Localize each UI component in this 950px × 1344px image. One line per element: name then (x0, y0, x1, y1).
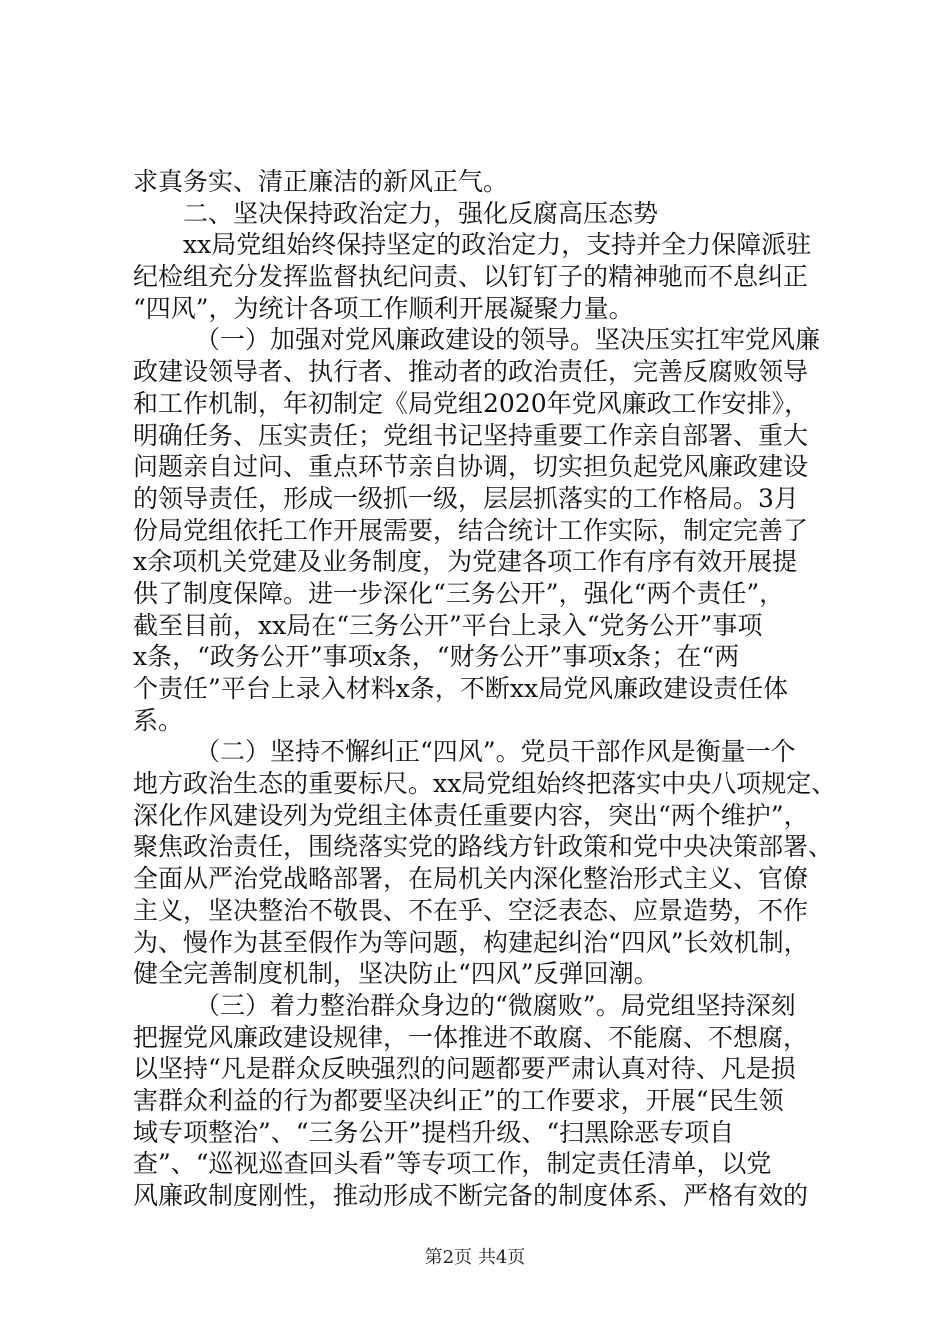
text-line: 纪检组充分发挥监督执纪问责、以钉钉子的精神驰而不息纠正 (133, 262, 809, 292)
text-line: 主义，坚决整治不敬畏、不在乎、空泛表态、应景造势，不作 (133, 895, 809, 925)
text-line: 和工作机制，年初制定《局党组2020年党风廉政工作安排》， (133, 388, 810, 418)
subsection-heading: （一）加强对党风廉政建设的领导。坚决压实扛牢党风廉 (195, 325, 821, 355)
subsection-heading: （三）着力整治群众身边的“微腐败”。局党组坚持深刻 (195, 990, 796, 1020)
text-line: “四风”，为统计各项工作顺利开展凝聚力量。 (133, 293, 634, 323)
text-line: 健全完善制度机制，坚决防止“四风”反弹回潮。 (133, 959, 659, 989)
text-line: 的领导责任，形成一级抓一级，层层抓落实的工作格局。3月 (133, 483, 799, 513)
text-line: 地方政治生态的重要标尺。xx局党组始终把落实中央八项规定、 (133, 769, 837, 799)
section-heading: 二、坚决保持政治定力，强化反腐高压态势 (183, 198, 659, 228)
text-line: 供了制度保障。进一步深化“三务公开”，强化“两个责任”， (133, 578, 785, 608)
text-line: 求真务实、清正廉洁的新风正气。 (133, 167, 509, 196)
text-line: 查”、“巡视巡查回头看”等专项工作，制定责任清单，以党 (133, 1149, 772, 1179)
text-line: 聚焦政治责任，围绕落实党的路线方针政策和党中央决策部署、 (133, 832, 834, 862)
page-number-label: 第2页 共4页 (424, 1247, 526, 1268)
text-line: 风廉政制度刚性，推动形成不断完备的制度体系、严格有效的 (133, 1181, 809, 1210)
text-line: 全面从严治党战略部署，在局机关内深化整治形式主义、官僚 (133, 864, 809, 894)
page-footer (0, 1246, 950, 1270)
text-line: 政建设领导者、执行者、推动者的政治责任，完善反腐败领导 (133, 357, 809, 387)
text-line: 明确任务、压实责任；党组书记坚持重要工作亲自部署、重大 (133, 420, 809, 450)
text-line: 系。 (133, 705, 184, 735)
text-line: 截至目前，xx局在“三务公开”平台上录入“党务公开”事项 (133, 610, 763, 640)
document-body (133, 166, 837, 1212)
subsection-heading: （二）坚持不懈纠正“四风”。党员干部作风是衡量一个 (195, 737, 796, 767)
text-line: 把握党风廉政建设规律，一体推进不敢腐、不能腐、不想腐， (133, 1022, 809, 1052)
text-line: 域专项整治”、“三务公开”提档升级、“扫黑除恶专项自 (133, 1117, 735, 1147)
text-line: 个责任”平台上录入材料x条，不断xx局党风廉政建设责任体 (133, 674, 789, 703)
text-line: xx局党组始终保持坚定的政治定力，支持并全力保障派驻 (183, 230, 812, 260)
text-line: 深化作风建设列为党组主体责任重要内容，突出“两个维护”， (133, 800, 809, 830)
text-line: x条，“政务公开”事项x条，“财务公开”事项x条；在“两 (133, 642, 740, 672)
text-line: 害群众利益的行为都要坚决纠正”的工作要求，开展“民生领 (133, 1085, 784, 1115)
text-line: 为、慢作为甚至假作为等问题，构建起纠治“四风”长效机制， (133, 927, 809, 957)
text-line: 以坚持“凡是群众反映强烈的问题都要严肃认真对待、凡是损 (133, 1054, 796, 1084)
text-line: x余项机关党建及业务制度，为党建各项工作有序有效开展提 (133, 547, 798, 577)
text-line: 份局党组依托工作开展需要，结合统计工作实际，制定完善了 (133, 515, 809, 545)
text-line: 问题亲自过问、重点环节亲自协调，切实担负起党风廉政建设 (133, 452, 809, 482)
